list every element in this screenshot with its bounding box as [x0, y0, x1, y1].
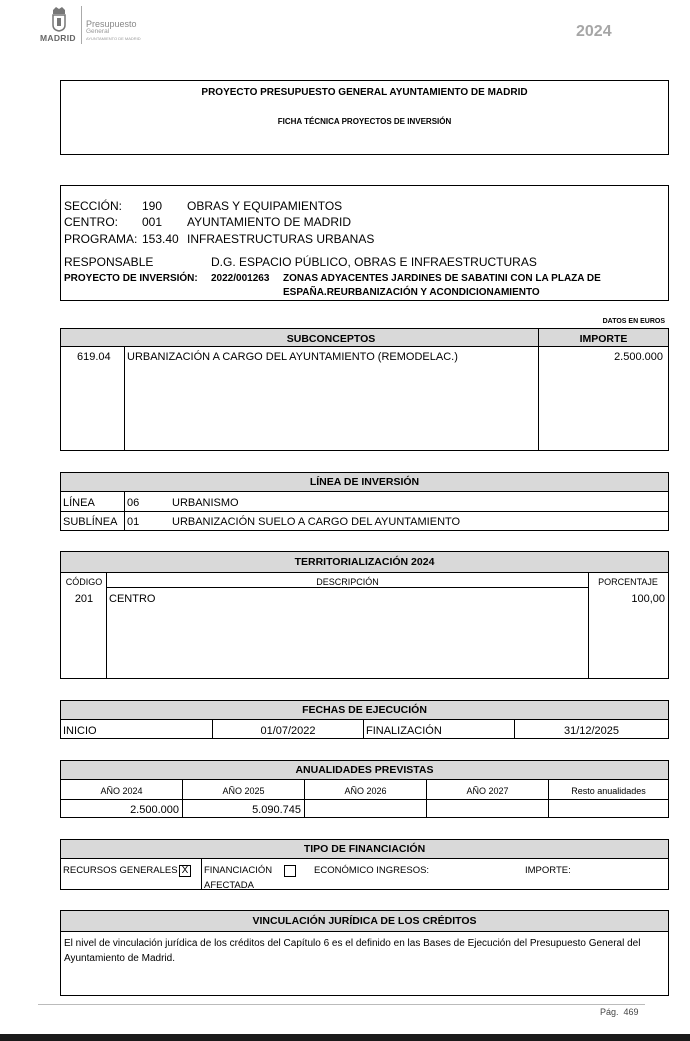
- territorial-code: 201: [74, 593, 94, 605]
- subconceptos-table: [60, 328, 669, 451]
- info-box: [60, 185, 669, 301]
- page-number: Pág. 469: [600, 1007, 639, 1017]
- anualidades-table: [60, 760, 669, 818]
- col-porcentaje: PORCENTAJE: [598, 577, 658, 587]
- linea-name: URBANISMO: [172, 497, 239, 509]
- vinculacion-box: [60, 910, 669, 996]
- responsable-label: RESPONSABLE: [64, 255, 154, 269]
- inicio-value: 01/07/2022: [260, 725, 316, 737]
- territorial-pct: 100,00: [631, 593, 665, 605]
- anualidad-header-resto: Resto anualidades: [571, 786, 646, 796]
- proyecto-name-line1: ZONAS ADYACENTES JARDINES DE SABATINI CON LA PLAZA DE: [283, 273, 601, 284]
- anualidades-title: ANUALIDADES PREVISTAS: [61, 761, 668, 780]
- recursos-generales-checkbox: [179, 865, 191, 877]
- centro-name: AYUNTAMIENTO DE MADRID: [187, 215, 352, 229]
- programa-code: 153.40: [142, 232, 179, 246]
- linea-title: LÍNEA DE INVERSIÓN: [61, 473, 668, 492]
- centro-code: 001: [142, 215, 163, 229]
- fechas-title: FECHAS DE EJECUCIÓN: [61, 701, 668, 720]
- proyecto-label: PROYECTO DE INVERSIÓN:: [64, 273, 198, 284]
- anualidad-value-2024: 2.500.000: [130, 804, 179, 816]
- subconceptos-header: SUBCONCEPTOS: [286, 333, 376, 345]
- seccion-code: 190: [142, 199, 163, 213]
- document-subtitle: FICHA TÉCNICA PROYECTOS DE INVERSIÓN: [277, 117, 452, 126]
- anualidad-header-2025: AÑO 2025: [222, 786, 265, 796]
- vinculacion-title: VINCULACIÓN JURÍDICA DE LOS CRÉDITOS: [61, 911, 668, 932]
- financiacion-afectada-checkbox: [284, 865, 296, 877]
- proyecto-name-line2: ESPAÑA.REURBANIZACIÓN Y ACONDICIONAMIENTO: [283, 287, 540, 298]
- vinculacion-text-line2: Ayuntamiento de Madrid.: [64, 953, 175, 964]
- subconcepto-importe: 2.500.000: [614, 351, 663, 363]
- vinculacion-text-line1: El nivel de vinculación jurídica de los créditos del Capítulo 6 es el definido en las Bases de Ejecución del Presupuesto General del: [64, 938, 641, 949]
- centro-label: CENTRO:: [64, 215, 118, 229]
- financiacion-afectada-line1: FINANCIACIÓN: [204, 865, 273, 876]
- programa-label: PROGRAMA:: [64, 232, 138, 246]
- responsable-value: D.G. ESPACIO PÚBLICO, OBRAS E INFRAESTRUCTURAS: [211, 255, 537, 269]
- importe-header: IMPORTE: [579, 333, 628, 345]
- madrid-wordmark: MADRID: [40, 33, 76, 43]
- linea-code: 06: [127, 497, 140, 509]
- recursos-generales-label: RECURSOS GENERALES: [63, 865, 178, 876]
- proyecto-code: 2022/001263: [211, 273, 270, 284]
- finalizacion-value: 31/12/2025: [563, 725, 620, 737]
- financiacion-afectada-line2: AFECTADA: [204, 880, 254, 891]
- bottom-bar: [0, 1034, 690, 1041]
- anualidad-header-2024: AÑO 2024: [100, 786, 143, 796]
- importe-label: IMPORTE:: [525, 865, 571, 876]
- linea-label: LÍNEA: [63, 497, 95, 509]
- anualidad-header-2026: AÑO 2026: [344, 786, 387, 796]
- brand-presupuesto: Presupuesto: [86, 19, 137, 29]
- territorial-desc: CENTRO: [109, 593, 156, 605]
- seccion-name: OBRAS Y EQUIPAMIENTOS: [187, 199, 343, 213]
- madrid-logo: [40, 6, 150, 46]
- financiacion-table: [60, 839, 669, 890]
- anualidad-header-2027: AÑO 2027: [466, 786, 509, 796]
- financiacion-title: TIPO DE FINANCIACIÓN: [61, 840, 668, 859]
- anualidad-value-2025: 5.090.745: [252, 804, 301, 816]
- brand-general: General: [86, 28, 110, 35]
- sublinea-label: SUBLÍNEA: [63, 516, 118, 528]
- sublinea-name: URBANIZACIÓN SUELO A CARGO DEL AYUNTAMIENTO: [172, 516, 461, 528]
- inicio-label: INICIO: [63, 725, 97, 737]
- territorial-title: TERRITORIALIZACIÓN 2024: [61, 552, 668, 573]
- fechas-table: [60, 700, 669, 739]
- recursos-check-mark: X: [181, 865, 189, 876]
- linea-table: [60, 472, 669, 531]
- finalizacion-label: FINALIZACIÓN: [366, 725, 442, 737]
- title-box: [60, 80, 669, 155]
- document-title: PROYECTO PRESUPUESTO GENERAL AYUNTAMIENTO DE MADRID: [201, 87, 528, 98]
- budget-year: 2024: [576, 23, 612, 40]
- brand-ayuntamiento: AYUNTAMIENTO DE MADRID: [86, 36, 141, 41]
- territorial-table: [60, 551, 669, 679]
- sublinea-code: 01: [127, 516, 140, 528]
- subconcepto-desc: URBANIZACIÓN A CARGO DEL AYUNTAMIENTO (REMODELAC.): [127, 351, 458, 363]
- subconcepto-code: 619.04: [77, 351, 111, 363]
- seccion-label: SECCIÓN:: [64, 199, 123, 213]
- footer-rule: [38, 1004, 645, 1005]
- programa-name: INFRAESTRUCTURAS URBANAS: [187, 232, 375, 246]
- economico-ingresos-label: ECONÓMICO INGRESOS:: [314, 865, 430, 876]
- col-descripcion: DESCRIPCIÓN: [316, 577, 379, 587]
- datos-en-euros-note: DATOS EN EUROS: [602, 318, 665, 325]
- col-codigo: CÓDIGO: [65, 577, 103, 587]
- madrid-crest-icon: [51, 6, 67, 32]
